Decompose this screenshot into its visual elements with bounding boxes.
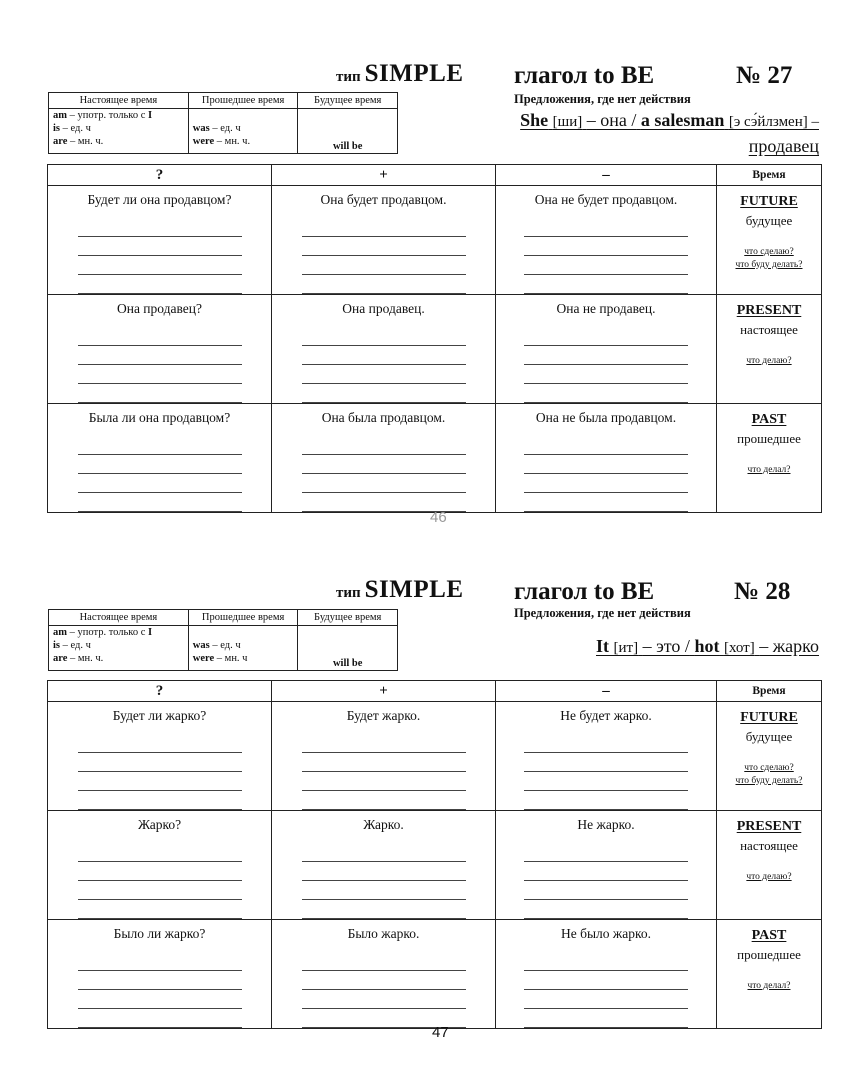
answer-lines[interactable] [524, 436, 688, 512]
title-verb: глагол to BE [514, 62, 655, 89]
negative-cell: Она не продавец. [496, 295, 717, 404]
answer-lines[interactable] [302, 436, 466, 512]
header-question: ? [48, 681, 272, 702]
answer-lines[interactable] [524, 952, 688, 1028]
answer-lines[interactable] [302, 327, 466, 403]
subtitle: Предложения, где нет действия [514, 606, 691, 620]
ref-header-future: Будущее время [298, 93, 398, 109]
header-question: ? [48, 165, 272, 186]
answer-lines[interactable] [302, 734, 466, 810]
table-row-present [48, 295, 822, 404]
positive-cell: Было жарко. [272, 920, 496, 1029]
negative-cell: Не будет жарко. [496, 702, 717, 811]
negative-cell: Не было жарко. [496, 920, 717, 1029]
ref-header-future: Будущее время [298, 610, 398, 626]
answer-lines[interactable] [78, 327, 242, 403]
example-sentence [596, 636, 819, 657]
subject-translation: – это / [642, 636, 690, 656]
header-negative: – [496, 681, 717, 702]
ref-header-present: Настоящее время [49, 610, 189, 626]
answer-lines[interactable] [78, 952, 242, 1028]
noun-transcription: [хот] [723, 640, 755, 656]
tense-cell: FUTURE будущее что сделаю? что буду делать? [717, 702, 822, 811]
answer-lines[interactable] [524, 734, 688, 810]
table-row-present [48, 811, 822, 920]
question-cell: Была ли она продавцом? [48, 404, 272, 513]
noun-word: a salesman [640, 110, 725, 130]
positive-cell: Она будет продавцом. [272, 186, 496, 295]
answer-lines[interactable] [78, 843, 242, 919]
ref-past-forms: was – ед. ч were – мн. ч. [188, 109, 298, 154]
question-cell: Будет ли жарко? [48, 702, 272, 811]
noun-word: hot [694, 636, 720, 656]
header-tense: Время [717, 165, 822, 186]
noun-transcription: [э сэ́йлзмен] – [728, 114, 819, 130]
page-title [336, 60, 464, 88]
answer-lines[interactable] [78, 218, 242, 294]
answer-lines[interactable] [524, 843, 688, 919]
page-number: 46 [430, 509, 447, 526]
ref-present-forms: am – употр. только с I is – ед. ч are – мн. ч. [49, 626, 189, 671]
question-cell: Жарко? [48, 811, 272, 920]
table-row-past [48, 920, 822, 1029]
header-positive: + [272, 681, 496, 702]
answer-lines[interactable] [302, 952, 466, 1028]
tense-cell: PAST прошедшее что делал? [717, 920, 822, 1029]
exercise-number: № 27 [736, 62, 793, 89]
negative-cell: Она не была продавцом. [496, 404, 717, 513]
tense-cell: FUTURE будущее что сделаю? что буду делать? [717, 186, 822, 295]
negative-cell: Она не будет продавцом. [496, 186, 717, 295]
practice-table [47, 164, 822, 513]
noun-translation: продавец [748, 136, 819, 156]
subject-transcription: [ши] [552, 114, 583, 130]
subtitle: Предложения, где нет действия [514, 92, 691, 106]
answer-lines[interactable] [524, 218, 688, 294]
header-positive: + [272, 165, 496, 186]
subject-word: She [520, 110, 549, 130]
conjugation-reference-table [48, 609, 398, 671]
page-number: 47 [432, 1024, 449, 1041]
exercise-number: № 28 [734, 578, 791, 605]
conjugation-reference-table [48, 92, 398, 154]
positive-cell: Жарко. [272, 811, 496, 920]
answer-lines[interactable] [524, 327, 688, 403]
ref-header-past: Прошедшее время [188, 610, 298, 626]
title-verb: глагол to BE [514, 578, 655, 605]
table-row-future [48, 702, 822, 811]
positive-cell: Она была продавцом. [272, 404, 496, 513]
ref-present-forms: am – употр. только с I is – ед. ч are – мн. ч. [49, 109, 189, 154]
positive-cell: Будет жарко. [272, 702, 496, 811]
exercise-page-28 [0, 516, 861, 1056]
ref-future-form: will be [298, 109, 398, 154]
answer-lines[interactable] [302, 218, 466, 294]
table-row-future [48, 186, 822, 295]
answer-lines[interactable] [78, 734, 242, 810]
negative-cell: Не жарко. [496, 811, 717, 920]
header-tense: Время [717, 681, 822, 702]
subject-transcription: [ит] [613, 640, 639, 656]
question-cell: Она продавец? [48, 295, 272, 404]
ref-future-form: will be [298, 626, 398, 671]
positive-cell: Она продавец. [272, 295, 496, 404]
question-cell: Будет ли она продавцом? [48, 186, 272, 295]
title-type: тип [336, 585, 361, 601]
table-row-past [48, 404, 822, 513]
title-type: тип [336, 69, 361, 85]
question-cell: Было ли жарко? [48, 920, 272, 1029]
answer-lines[interactable] [302, 843, 466, 919]
subject-translation: – она / [586, 110, 637, 130]
example-sentence [520, 110, 819, 131]
ref-header-past: Прошедшее время [188, 93, 298, 109]
answer-lines[interactable] [78, 436, 242, 512]
tense-cell: PRESENT настоящее что делаю? [717, 295, 822, 404]
title-simple: SIMPLE [364, 576, 464, 603]
title-simple: SIMPLE [364, 60, 464, 87]
tense-cell: PRESENT настоящее что делаю? [717, 811, 822, 920]
header-negative: – [496, 165, 717, 186]
page-title [336, 576, 464, 604]
ref-header-present: Настоящее время [49, 93, 189, 109]
noun-translation: – жарко [759, 636, 819, 656]
subject-word: It [596, 636, 609, 656]
tense-cell: PAST прошедшее что делал? [717, 404, 822, 513]
ref-past-forms: was – ед. ч were – мн. ч [188, 626, 298, 671]
practice-table [47, 680, 822, 1029]
